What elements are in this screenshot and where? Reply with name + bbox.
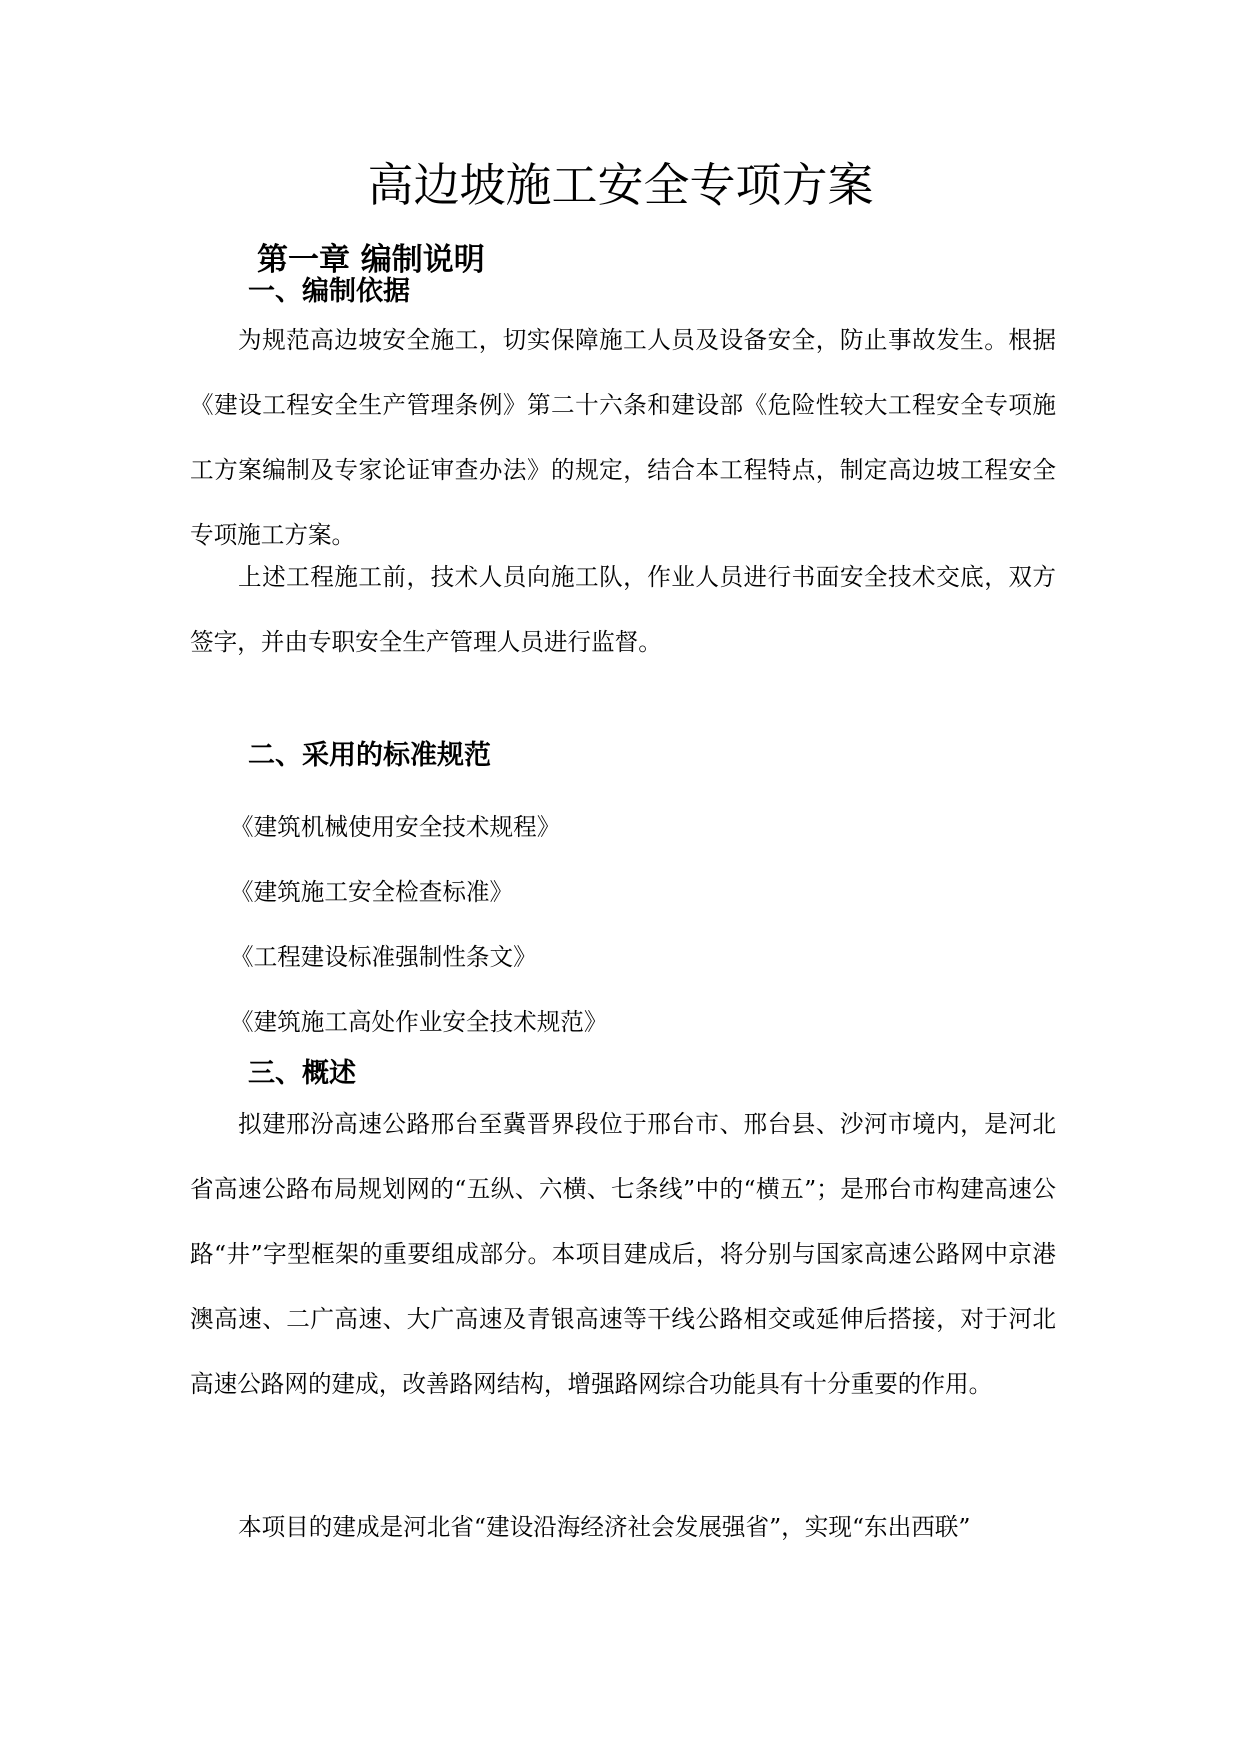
section-heading-overview: 三、概述 bbox=[248, 1058, 356, 1089]
paragraph-overview-1: 拟建邢汾高速公路邢台至冀晋界段位于邢台市、邢台县、沙河市境内，是河北省高速公路布局规划网的“五纵、六横、七条线”中的“横五”；是邢台市构建高速公路“井”字型框架的重要组成部分。本项目建成后，将分别与国家高速公路网中京港澳高速、二广高速、大广高速及青银高速等干线公路相交或延伸后搭接，对于河北高速公路网的建成，改善路网结构，增强路网综合功能具有十分重要的作用。 bbox=[190, 1110, 1056, 1398]
paragraph-overview-2: 本项目的建成是河北省“建设沿海经济社会发展强省”，实现“东出西联” bbox=[238, 1513, 971, 1541]
standard-item: 《建筑机械使用安全技术规程》 bbox=[230, 813, 561, 841]
section-heading-basis: 一、编制依据 bbox=[248, 276, 410, 307]
standard-item: 《工程建设标准强制性条文》 bbox=[230, 943, 537, 971]
document-title: 高边坡施工安全专项方案 bbox=[367, 158, 874, 212]
standards-list bbox=[230, 795, 608, 1055]
standard-item: 《建筑施工安全检查标准》 bbox=[230, 878, 514, 906]
paragraph-basis-1: 为规范高边坡安全施工，切实保障施工人员及设备安全，防止事故发生。根据《建设工程安全生产管理条例》第二十六条和建设部《危险性较大工程安全专项施工方案编制及专家论证审查办法》的规定，结合本工程特点，制定高边坡工程安全专项施工方案。 bbox=[190, 326, 1056, 549]
section-heading-standards: 二、采用的标准规范 bbox=[248, 740, 491, 771]
standard-item: 《建筑施工高处作业安全技术规范》 bbox=[230, 1008, 608, 1036]
chapter-heading: 第一章 编制说明 bbox=[257, 242, 485, 278]
paragraph-basis-2: 上述工程施工前，技术人员向施工队，作业人员进行书面安全技术交底，双方签字，并由专职安全生产管理人员进行监督。 bbox=[190, 563, 1056, 656]
